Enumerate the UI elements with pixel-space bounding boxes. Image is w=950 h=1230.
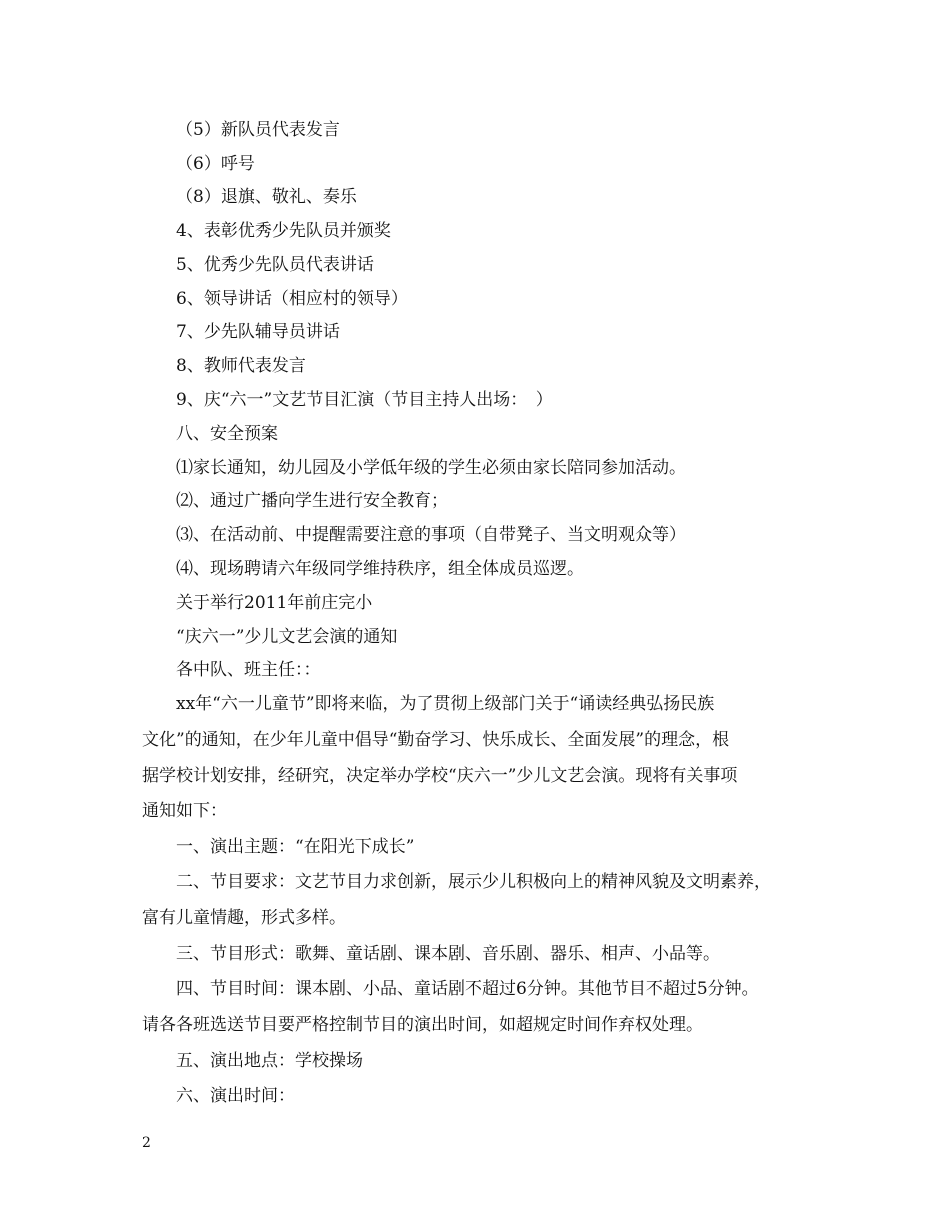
text-line-teacher-speech: 8、教师代表发言 (176, 356, 306, 376)
notice-title-line-2: “庆六一”少儿文艺会演的通知 (176, 627, 398, 647)
text-line-performance: 9、庆“六一”文艺节目汇演（节目主持人出场： ） (176, 390, 553, 410)
paragraph-intro-line-3: 据学校计划安排，经研究，决定举办学校“庆六一”少儿文艺会演。现将有关事项 (142, 766, 738, 786)
text-line-commend-award: 4、表彰优秀少先队员并颁奖 (176, 221, 391, 241)
text-line-location: 五、演出地点：学校操场 (176, 1051, 363, 1071)
section-heading-safety: 八、安全预案 (176, 424, 278, 444)
text-line-safety-4: ⑷、现场聘请六年级同学维持秩序，组全体成员巡逻。 (176, 559, 584, 579)
text-line-requirements-1: 二、节目要求：文艺节目力求创新，展示少儿积极向上的精神风貌及文明素养， (176, 872, 771, 892)
paragraph-intro-line-4: 通知如下： (142, 801, 227, 821)
text-line-time-2: 请各各班选送节目要严格控制节目的演出时间，如超规定时间作弃权处理。 (142, 1015, 703, 1035)
text-line-counselor-speech: 7、少先队辅导员讲话 (176, 322, 340, 342)
text-line-safety-3: ⑶、在活动前、中提醒需要注意的事项（自带凳子、当文明观众等） (176, 525, 686, 545)
text-line-slogan: （6）呼号 (176, 154, 255, 174)
text-line-safety-1: ⑴家长通知，幼儿园及小学低年级的学生必须由家长陪同参加活动。 (176, 458, 686, 478)
text-line-leader-speech: 6、领导讲话（相应村的领导） (176, 289, 408, 309)
notice-salutation: 各中队、班主任：： (176, 660, 321, 680)
text-line-requirements-2: 富有儿童情趣，形式多样。 (142, 908, 346, 928)
paragraph-intro-line-2: 文化”的通知，在少年儿童中倡导“勤奋学习、快乐成长、全面发展”的理念，根 (142, 730, 730, 750)
text-line-outstanding-speech: 5、优秀少先队员代表讲话 (176, 255, 374, 275)
text-line-new-member-speech: （5）新队员代表发言 (176, 120, 340, 140)
text-line-safety-2: ⑵、通过广播向学生进行安全教育； (176, 491, 448, 511)
text-line-time-1: 四、节目时间：课本剧、小品、童话剧不超过6分钟。其他节目不超过5分钟。 (176, 979, 759, 999)
text-line-flag-retire: （8）退旗、敬礼、奏乐 (176, 187, 357, 207)
page-number: 2 (142, 1135, 151, 1151)
text-line-forms: 三、节目形式：歌舞、童话剧、课本剧、音乐剧、器乐、相声、小品等。 (176, 944, 720, 964)
notice-title-line-1: 关于举行2011年前庄完小 (176, 593, 373, 613)
paragraph-intro-line-1: xx年“六一儿童节”即将来临，为了贯彻上级部门关于“诵读经典弘扬民族 (176, 694, 715, 714)
text-line-theme: 一、演出主题：“在阳光下成长” (176, 837, 415, 857)
text-line-show-time: 六、演出时间： (176, 1086, 295, 1106)
